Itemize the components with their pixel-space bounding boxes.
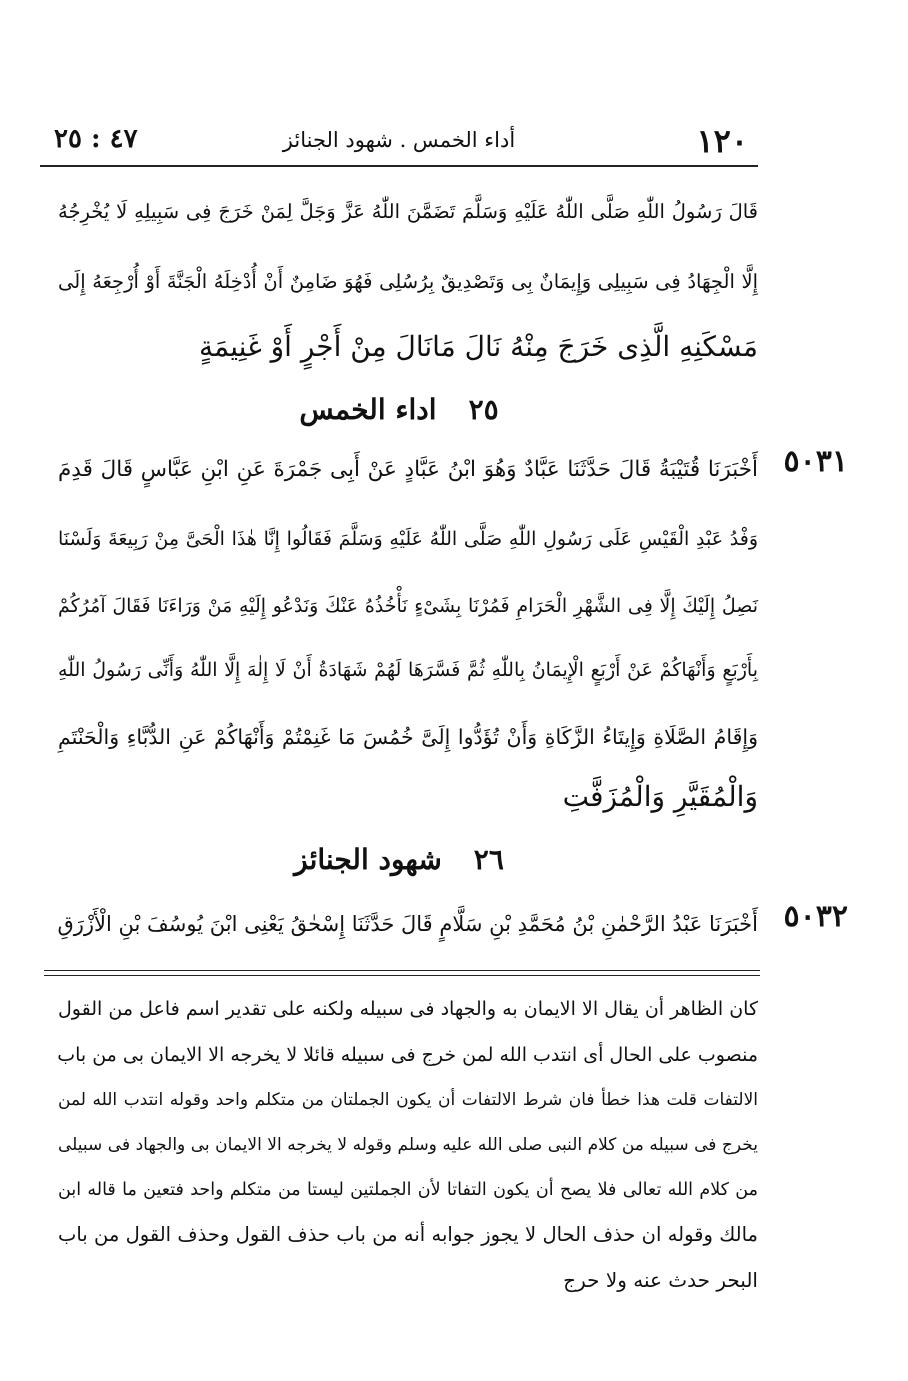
footnote-line: منصوب على الحال أى انتدب الله لمن خرج فى سبيله قائلا لا يخرجه الا الايمان بى من باب	[57, 1044, 758, 1066]
text-line: نَصِلُ إِلَيْكَ إِلَّا فِى الشَّهْرِ الْحَرَامِ فَمُرْنَا بِشَىْءٍ نَأْخُذُهُ عَنْكَ وَنَدْعُو إِلَيْهِ مَنْ وَرَاءَنَا فَقَالَ آمُرُكُمْ	[58, 595, 758, 617]
footnote-line: الالتفات قلت هذا خطأ فان شرط الالتفات أن يكون الجملتان من متكلم واحد وقوله انتدب الله لمن	[58, 1090, 758, 1110]
section-title: اداء الخمس	[299, 393, 437, 426]
footnote-line: البحر حدث عنه ولا حرج	[563, 1268, 758, 1292]
footnote-rule	[44, 970, 760, 971]
page-header	[40, 118, 758, 162]
hadith-number-5032: ٥٠٣٢	[783, 899, 848, 934]
header-rule	[40, 165, 758, 167]
section-number: ٢٥	[468, 393, 499, 426]
volume-reference: ٤٧ : ٢٥	[54, 124, 138, 154]
footnote-line: مالك وقوله ان حذف الحال لا يجوز جوابه أنه من باب حذف القول وحذف القول من باب	[58, 1223, 758, 1246]
text-line: أَخْبَرَنَا عَبْدُ الرَّحْمٰنِ بْنُ مُحَمَّدِ بْنِ سَلَّامٍ قَالَ حَدَّثَنَا إِسْحٰقُ يَعْنِى ابْنَ يُوسُفَ بْنِ الْأَزْرَقِ	[57, 912, 758, 936]
text-line: وَالْمُقَيَّرِ وَالْمُزَفَّتِ	[562, 780, 758, 813]
text-line: قَالَ رَسُولُ اللّٰهِ صَلَّى اللّٰهُ عَلَيْهِ وَسَلَّمَ تَضَمَّنَ اللّٰهُ عَزَّ وَجَلَّ لِمَنْ خَرَجَ فِى سَبِيلِهِ لَا يُخْرِجُهُ	[58, 200, 758, 223]
hadith-number-5031: ٥٠٣١	[783, 444, 848, 479]
text-line: أَخْبَرَنَا قُتَيْبَةُ قَالَ حَدَّثَنَا عَبَّادٌ وَهُوَ ابْنُ عَبَّادٍ عَنْ أَبِى جَمْرَةَ عَنِ ابْنِ عَبَّاسٍ قَالَ قَدِمَ	[58, 457, 758, 482]
text-line: بِأَرْبَعٍ وَأَنْهَاكُمْ عَنْ أَرْبَعٍ الْإِيمَانُ بِاللّٰهِ ثُمَّ فَسَّرَهَا لَهُمْ شَهَادَةُ أَنْ لَا إِلٰهَ إِلَّا اللّٰهُ وَأَنِّى رَسُولُ اللّٰهِ	[58, 659, 758, 681]
text-line: مَسْكَنِهِ الَّذِى خَرَجَ مِنْهُ نَالَ مَانَالَ مِنْ أَجْرٍ أَوْ غَنِيمَةٍ	[199, 330, 758, 363]
section-heading-25	[40, 388, 758, 432]
text-line: وَإِقَامُ الصَّلَاةِ وَإِيتَاءُ الزَّكَاةِ وَأَنْ تُؤَدُّوا إِلَىَّ خُمُسَ مَا غَنِمْتُمْ وَأَنْهَاكُمْ عَنِ الدُّبَّاءِ وَالْحَنْتَمِ	[58, 725, 758, 749]
footnote-line: من كلام الله تعالى فلا يصح أن يكون التفاتا لأن الجملتين ليستا من متكلم واحد فتعين ما قاله ابن	[58, 1180, 758, 1200]
section-number: ٢٦	[473, 843, 504, 876]
running-title: أداء الخمس . شهود الجنائز	[282, 128, 516, 152]
footnote-rule	[44, 975, 760, 976]
text-line: إِلَّا الْجِهَادُ فِى سَبِيلِى وَإِيمَانٌ بِى وَتَصْدِيقٌ بِرُسُلِى فَهُوَ ضَامِنٌ أَنْ أُدْخِلَهُ الْجَنَّةَ أَوْ أُرْجِعَهُ إِلَى	[58, 270, 758, 293]
page-number: ١٢٠	[696, 122, 748, 160]
section-heading-26	[40, 838, 758, 882]
section-title: شهود الجنائز	[294, 843, 442, 876]
footnote-line: يخرج فى سبيله من كلام النبى صلى الله عليه وسلم وقوله لا يخرجه الا الايمان بى والجهاد فى سبيلى	[58, 1135, 758, 1155]
footnote-line: كان الظاهر أن يقال الا الايمان به والجهاد فى سبيله ولكنه على تقدير اسم فاعل من القول	[58, 998, 758, 1020]
text-line: وَفْدُ عَبْدِ الْقَيْسِ عَلَى رَسُولِ اللّٰهِ صَلَّى اللّٰهُ عَلَيْهِ وَسَلَّمَ فَقَالُوا إِنَّا هٰذَا الْحَىَّ مِنْ رَبِيعَةَ وَلَسْنَا	[58, 528, 758, 550]
